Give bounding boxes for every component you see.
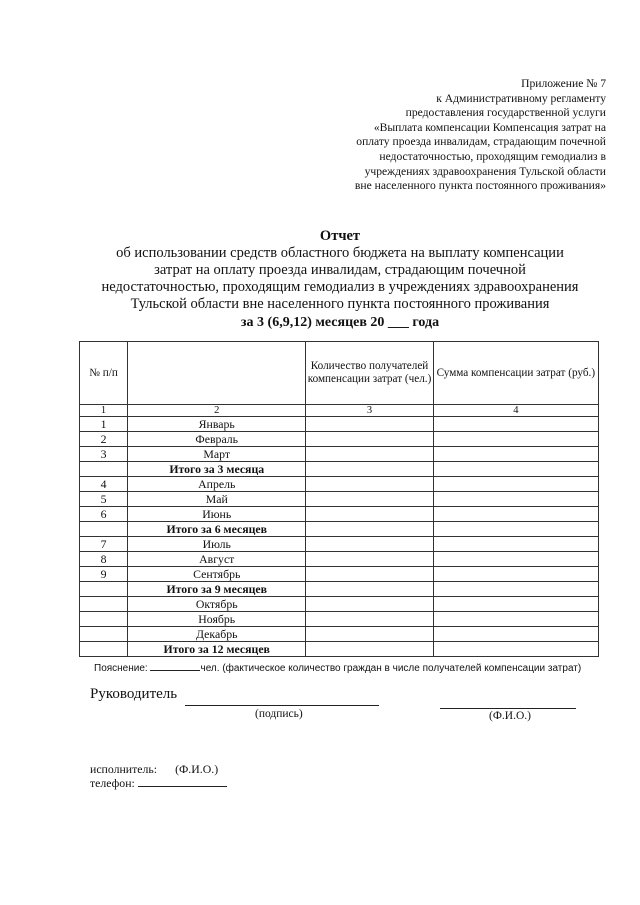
annex-line: учреждениях здравоохранения Тульской области [364, 164, 606, 178]
row-recipients-cell[interactable] [306, 612, 433, 627]
executor-label: исполнитель: [90, 762, 158, 776]
annex-line: предоставления государственной услуги [405, 106, 606, 120]
annex-line: недостаточностью, проходящим гемодиализ в [379, 149, 606, 163]
row-recipients-cell[interactable] [306, 597, 433, 612]
row-recipients-cell[interactable] [306, 522, 433, 537]
row-recipients-cell[interactable] [306, 552, 433, 567]
header-amount: Сумма компенсации затрат (руб.) [433, 342, 598, 405]
table-row [80, 447, 599, 462]
header-period [128, 342, 306, 405]
row-month-label: Июнь [128, 507, 306, 522]
table-row [80, 417, 599, 432]
row-month-label: Март [128, 447, 306, 462]
annex-line: «Выплата компенсации Компенсация затрат на [373, 120, 606, 134]
annex-line: оплату проезда инвалидам, страдающим почечной [356, 135, 606, 149]
row-recipients-cell[interactable] [306, 417, 433, 432]
report-table [79, 341, 599, 657]
row-number [80, 612, 128, 627]
row-recipients-cell[interactable] [306, 627, 433, 642]
signature-line[interactable] [185, 705, 379, 706]
row-number: 8 [80, 552, 128, 567]
table-row [80, 612, 599, 627]
table-row [80, 537, 599, 552]
row-amount-cell[interactable] [433, 642, 598, 657]
row-month-label: Декабрь [128, 627, 306, 642]
row-amount-cell[interactable] [433, 447, 598, 462]
fio-line[interactable] [440, 708, 576, 709]
row-amount-cell[interactable] [433, 507, 598, 522]
row-number: 4 [80, 477, 128, 492]
row-number: 5 [80, 492, 128, 507]
row-month-label: Апрель [128, 477, 306, 492]
row-amount-cell[interactable] [433, 537, 598, 552]
row-number: 2 [80, 432, 128, 447]
note-blank[interactable] [150, 661, 200, 671]
row-amount-cell[interactable] [433, 462, 598, 477]
title-heading: Отчет [319, 228, 361, 244]
note-line [94, 661, 581, 674]
row-number: 3 [80, 447, 128, 462]
header-recipients: Количество получателей компенсации затрат (чел.) [306, 342, 433, 405]
row-number: 6 [80, 507, 128, 522]
title-line: недостаточностью, проходящим гемодиализ в учреждениях здравоохранения [101, 279, 579, 295]
row-month-label: Февраль [128, 432, 306, 447]
row-month-label: Январь [128, 417, 306, 432]
row-recipients-cell[interactable] [306, 432, 433, 447]
table-row [80, 432, 599, 447]
column-number-row [80, 405, 599, 417]
table-row [80, 462, 599, 477]
row-recipients-cell[interactable] [306, 567, 433, 582]
row-number [80, 597, 128, 612]
row-amount-cell[interactable] [433, 477, 598, 492]
report-title [60, 228, 620, 331]
row-number [80, 642, 128, 657]
row-total-label: Итого за 3 месяца [128, 462, 306, 477]
row-month-label: Октябрь [128, 597, 306, 612]
row-number [80, 522, 128, 537]
row-amount-cell[interactable] [433, 582, 598, 597]
row-recipients-cell[interactable] [306, 582, 433, 597]
note-text: чел. (фактическое количество граждан в числе получателей компенсации затрат) [200, 663, 582, 674]
row-month-label: Август [128, 552, 306, 567]
row-number: 7 [80, 537, 128, 552]
table-row [80, 522, 599, 537]
title-line: Тульской области вне населенного пункта постоянного проживания [130, 296, 550, 312]
annex-block [286, 77, 606, 194]
table-row [80, 597, 599, 612]
row-amount-cell[interactable] [433, 567, 598, 582]
row-recipients-cell[interactable] [306, 537, 433, 552]
row-recipients-cell[interactable] [306, 642, 433, 657]
row-amount-cell[interactable] [433, 522, 598, 537]
table-row [80, 567, 599, 582]
row-amount-cell[interactable] [433, 627, 598, 642]
annex-line: к Административному регламенту [436, 91, 606, 105]
row-number [80, 627, 128, 642]
row-month-label: Май [128, 492, 306, 507]
phone-label: телефон: [90, 776, 135, 790]
col-number: 4 [433, 405, 598, 417]
row-recipients-cell[interactable] [306, 462, 433, 477]
row-month-label: Ноябрь [128, 612, 306, 627]
table-row [80, 552, 599, 567]
table-row [80, 627, 599, 642]
table-row [80, 477, 599, 492]
row-recipients-cell[interactable] [306, 492, 433, 507]
table-row [80, 642, 599, 657]
row-total-label: Итого за 9 месяцев [128, 582, 306, 597]
table-row [80, 582, 599, 597]
row-recipients-cell[interactable] [306, 507, 433, 522]
fio-caption: (Ф.И.О.) [489, 710, 531, 722]
row-number [80, 582, 128, 597]
head-label: Руководитель [90, 686, 178, 702]
row-month-label: Июль [128, 537, 306, 552]
col-number: 1 [80, 405, 128, 417]
row-amount-cell[interactable] [433, 432, 598, 447]
executor-block [90, 762, 227, 790]
annex-line: вне населенного пункта постоянного проживания» [354, 179, 606, 193]
col-number: 3 [306, 405, 433, 417]
row-amount-cell[interactable] [433, 552, 598, 567]
note-label: Пояснение: [94, 663, 148, 674]
row-number: 1 [80, 417, 128, 432]
row-amount-cell[interactable] [433, 597, 598, 612]
row-total-label: Итого за 12 месяцев [128, 642, 306, 657]
table-row [80, 507, 599, 522]
row-amount-cell[interactable] [433, 492, 598, 507]
row-recipients-cell[interactable] [306, 477, 433, 492]
row-amount-cell[interactable] [433, 612, 598, 627]
row-recipients-cell[interactable] [306, 447, 433, 462]
row-month-label: Сентябрь [128, 567, 306, 582]
title-period: за 3 (6,9,12) месяцев 20 ___ года [240, 315, 440, 330]
row-total-label: Итого за 6 месяцев [128, 522, 306, 537]
col-number: 2 [128, 405, 306, 417]
table-header-row [80, 342, 599, 405]
annex-line: Приложение № 7 [521, 77, 606, 90]
row-number [80, 462, 128, 477]
row-amount-cell[interactable] [433, 417, 598, 432]
header-number: № п/п [80, 342, 128, 405]
executor-fio: (Ф.И.О.) [175, 762, 219, 776]
signature-caption: (подпись) [255, 708, 303, 720]
phone-blank[interactable] [138, 776, 227, 787]
row-number: 9 [80, 567, 128, 582]
title-line: затрат на оплату проезда инвалидам, страдающим почечной [154, 262, 526, 278]
table-row [80, 492, 599, 507]
title-line: об использовании средств областного бюджета на выплату компенсации [116, 245, 564, 261]
